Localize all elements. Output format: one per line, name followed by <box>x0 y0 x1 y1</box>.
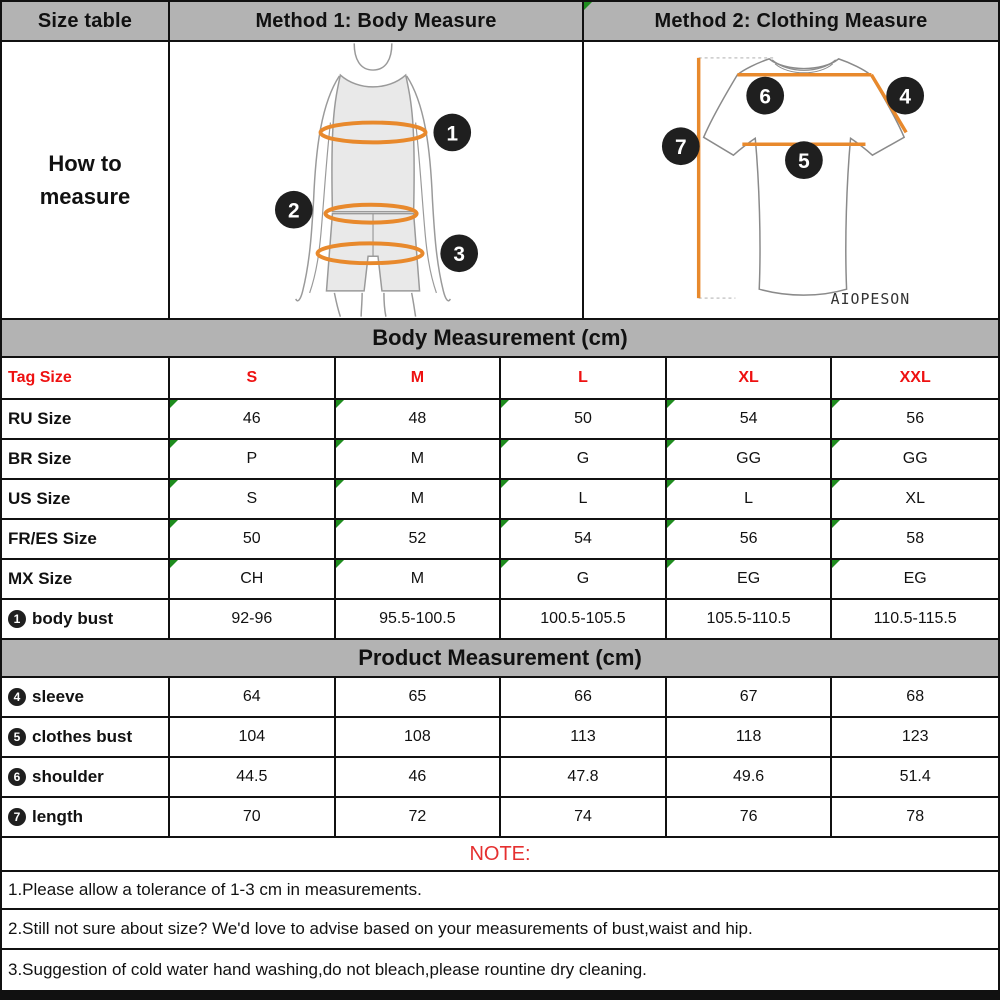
table-cell: 104 <box>170 718 336 756</box>
table-cell: M <box>336 560 502 598</box>
table-cell: 74 <box>501 798 667 836</box>
table-cell: 123 <box>901 728 929 745</box>
table-cell: 54 <box>501 520 667 558</box>
table-cell: XL <box>832 480 998 518</box>
table-cell: 78 <box>906 808 925 825</box>
row-label-text: sleeve <box>32 687 84 706</box>
figures-row <box>2 42 998 320</box>
table-cell: 51.4 <box>899 768 931 785</box>
table-cell: 56 <box>667 520 833 558</box>
table-cell: 54 <box>667 400 833 438</box>
table-cell: M <box>336 480 502 518</box>
circled-number-icon: 1 <box>8 610 26 628</box>
table-cell: 47.8 <box>501 758 667 796</box>
size-header: XXL <box>899 369 931 386</box>
table-cell: 110.5-115.5 <box>873 610 957 627</box>
top-header-row <box>2 2 998 42</box>
table-cell: M <box>336 440 502 478</box>
note-item: 3.Suggestion of cold water hand washing,do not bleach,please rountine dry cleaning. <box>2 950 998 990</box>
row-label-text: length <box>32 807 83 826</box>
row-label <box>2 600 170 638</box>
marker-4-icon <box>886 77 924 115</box>
circled-number-icon: 5 <box>8 728 26 746</box>
circled-number-icon: 7 <box>8 808 26 826</box>
table-row-body-bust <box>2 600 998 640</box>
table-row-sleeve <box>2 678 998 718</box>
table-cell: 48 <box>336 400 502 438</box>
marker-3-icon <box>440 234 478 272</box>
row-label: FR/ES Size <box>2 520 170 558</box>
svg-text:3: 3 <box>453 243 465 267</box>
table-row-us <box>2 480 998 520</box>
marker-5-icon <box>785 141 823 179</box>
table-row-ru <box>2 400 998 440</box>
table-cell: 64 <box>170 678 336 716</box>
row-label: Tag Size <box>2 358 170 398</box>
body-measure-figure <box>170 43 582 317</box>
row-label: RU Size <box>2 400 170 438</box>
size-header: L <box>501 358 667 398</box>
table-cell: S <box>170 480 336 518</box>
table-cell: 66 <box>501 678 667 716</box>
note-title: NOTE: <box>2 838 998 872</box>
table-cell: G <box>501 440 667 478</box>
table-cell: P <box>170 440 336 478</box>
table-row-shoulder <box>2 758 998 798</box>
table-cell: 58 <box>832 520 998 558</box>
row-label-text: shoulder <box>32 767 104 786</box>
table-cell: 67 <box>667 678 833 716</box>
tag-size-row <box>2 358 998 400</box>
size-header: XL <box>667 358 833 398</box>
body-figure-cell <box>170 42 584 318</box>
row-label-text: body bust <box>32 609 114 628</box>
how-to-measure-label <box>2 42 170 318</box>
table-cell: CH <box>170 560 336 598</box>
circled-number-icon: 6 <box>8 768 26 786</box>
table-cell: 50 <box>501 400 667 438</box>
svg-text:4: 4 <box>899 85 911 109</box>
table-cell: GG <box>667 440 833 478</box>
size-header: M <box>336 358 502 398</box>
size-header: S <box>170 358 336 398</box>
marker-1-icon <box>433 114 471 152</box>
table-cell: 56 <box>832 400 998 438</box>
table-cell: 72 <box>336 798 502 836</box>
marker-7-icon <box>662 127 700 165</box>
table-cell: L <box>501 480 667 518</box>
table-cell: 113 <box>501 718 667 756</box>
table-row-mx <box>2 560 998 600</box>
table-cell: 52 <box>336 520 502 558</box>
table-row-length <box>2 798 998 838</box>
row-label <box>2 718 170 756</box>
table-cell: EG <box>832 560 998 598</box>
circled-number-icon: 4 <box>8 688 26 706</box>
row-label: US Size <box>2 480 170 518</box>
marker-6-icon <box>746 77 784 115</box>
how-to-measure-line2: measure <box>39 184 131 209</box>
svg-text:5: 5 <box>798 150 810 174</box>
table-cell: EG <box>667 560 833 598</box>
table-cell: 68 <box>906 688 925 705</box>
table-cell: 92-96 <box>170 600 336 638</box>
note-item: 2.Still not sure about size? We'd love to advise based on your measurements of bust,waist and hip. <box>2 910 998 950</box>
row-label: BR Size <box>2 440 170 478</box>
svg-text:2: 2 <box>288 199 300 223</box>
svg-text:6: 6 <box>759 85 771 109</box>
table-cell: 118 <box>667 718 833 756</box>
svg-text:1: 1 <box>446 122 459 146</box>
table-cell: 108 <box>336 718 502 756</box>
body-measurement-title: Body Measurement (cm) <box>2 320 998 358</box>
bottom-bar <box>2 990 998 998</box>
product-measurement-title: Product Measurement (cm) <box>2 640 998 678</box>
brand-text: AIOPESON <box>830 290 911 309</box>
table-row-fres <box>2 520 998 560</box>
table-cell: 100.5-105.5 <box>501 600 667 638</box>
row-label: MX Size <box>2 560 170 598</box>
how-to-measure-line1: How to <box>48 151 122 176</box>
table-cell: 44.5 <box>170 758 336 796</box>
row-label <box>2 678 170 716</box>
table-cell: L <box>667 480 833 518</box>
table-cell: 46 <box>170 400 336 438</box>
size-table-title: Size table <box>2 2 170 40</box>
table-cell: 46 <box>336 758 502 796</box>
table-cell: 95.5-100.5 <box>336 600 502 638</box>
table-cell: G <box>501 560 667 598</box>
clothing-figure-cell <box>584 42 998 318</box>
svg-text:7: 7 <box>675 136 687 160</box>
table-cell: 50 <box>170 520 336 558</box>
table-cell: 49.6 <box>667 758 833 796</box>
row-label-text: clothes bust <box>32 727 133 746</box>
table-cell: 76 <box>667 798 833 836</box>
table-row-br <box>2 440 998 480</box>
table-cell: 65 <box>336 678 502 716</box>
marker-2-icon <box>275 191 313 229</box>
method1-title: Method 1: Body Measure <box>170 2 584 40</box>
row-label <box>2 798 170 836</box>
clothing-measure-figure <box>584 43 998 317</box>
table-cell: GG <box>832 440 998 478</box>
table-cell: 70 <box>170 798 336 836</box>
method2-title: Method 2: Clothing Measure <box>584 2 998 40</box>
table-row-clothes-bust <box>2 718 998 758</box>
table-cell: 105.5-110.5 <box>667 600 833 638</box>
note-item: 1.Please allow a tolerance of 1-3 cm in measurements. <box>2 872 998 910</box>
row-label <box>2 758 170 796</box>
